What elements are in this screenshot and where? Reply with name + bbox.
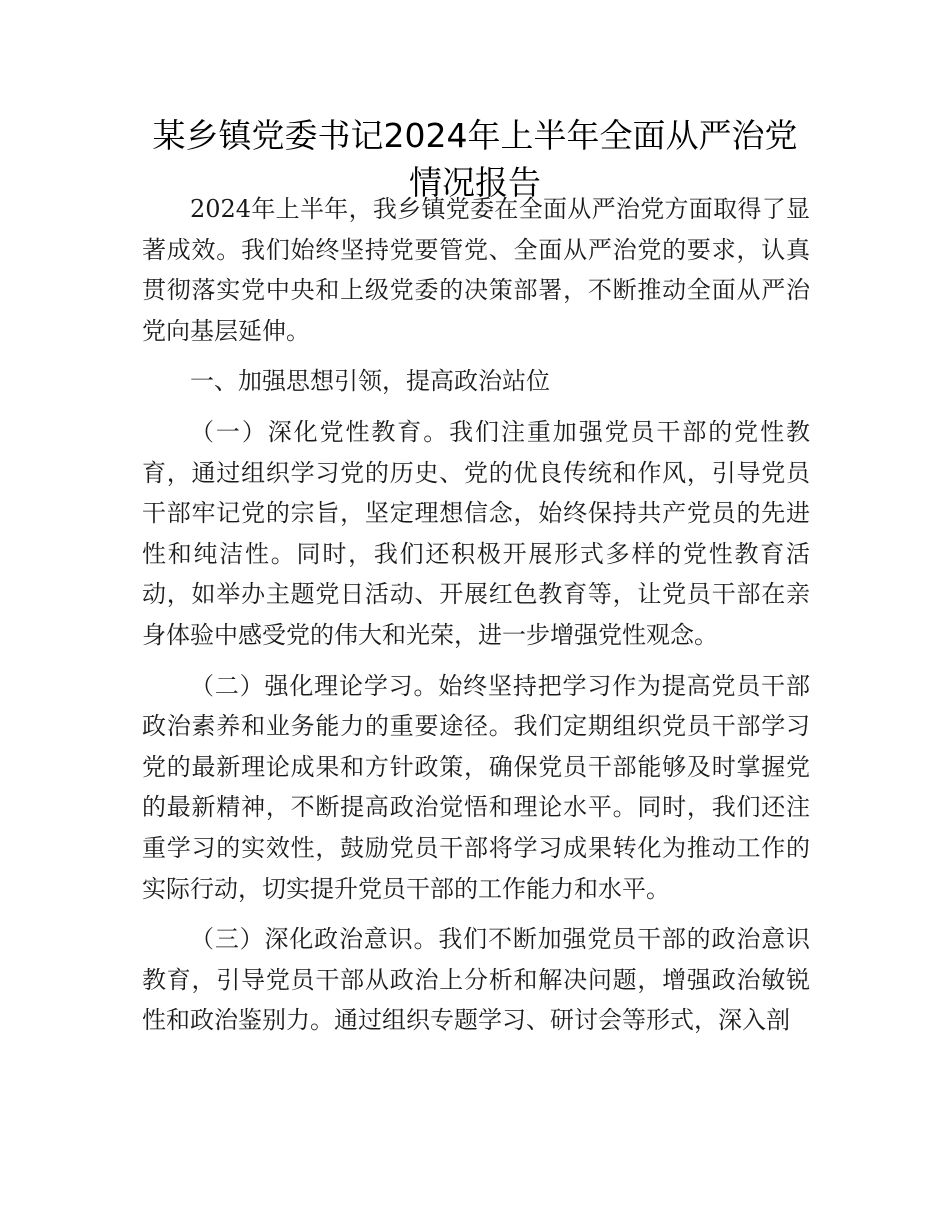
body-paragraph: （二）强化理论学习。始终坚持把学习作为提高党员干部政治素养和业务能力的重要途径。我们定期组织党员干部学习党的最新理论成果和方针政策，确保党员干部能够及时掌握党的最新精神，不断提高政治觉悟和理论水平。同时，我们还注重学习的实效性，鼓励党员干部将学习成果转化为推动工作的实际行动，切实提升党员干部的工作能力和水平。: [142, 671, 810, 903]
document-title: 某乡镇党委书记2024年上半年全面从严治党情况报告: [152, 116, 798, 202]
intro-paragraph: 2024年上半年，我乡镇党委在全面从严治党方面取得了显著成效。我们始终坚持党要管党、全面从严治党的要求，认真贯彻落实党中央和上级党委的决策部署，不断推动全面从严治党向基层延伸。: [142, 195, 810, 345]
body-paragraph: （三）深化政治意识。我们不断加强党员干部的政治意识教育，引导党员干部从政治上分析和解决问题，增强政治敏锐性和政治鉴别力。通过组织专题学习、研讨会等形式，深入剖: [142, 925, 810, 1035]
section-heading: 一、加强思想引领，提高政治站位: [190, 367, 550, 396]
body-paragraph: （一）深化党性教育。我们注重加强党员干部的党性教育，通过组织学习党的历史、党的优良传统和作风，引导党员干部牢记党的宗旨，坚定理想信念，始终保持共产党员的先进性和纯洁性。同时，我们还积极开展形式多样的党性教育活动，如举办主题党日活动、开展红色教育等，让党员干部在亲身体验中感受党的伟大和光荣，进一步增强党性观念。: [142, 417, 810, 649]
document-body: [142, 189, 810, 1041]
